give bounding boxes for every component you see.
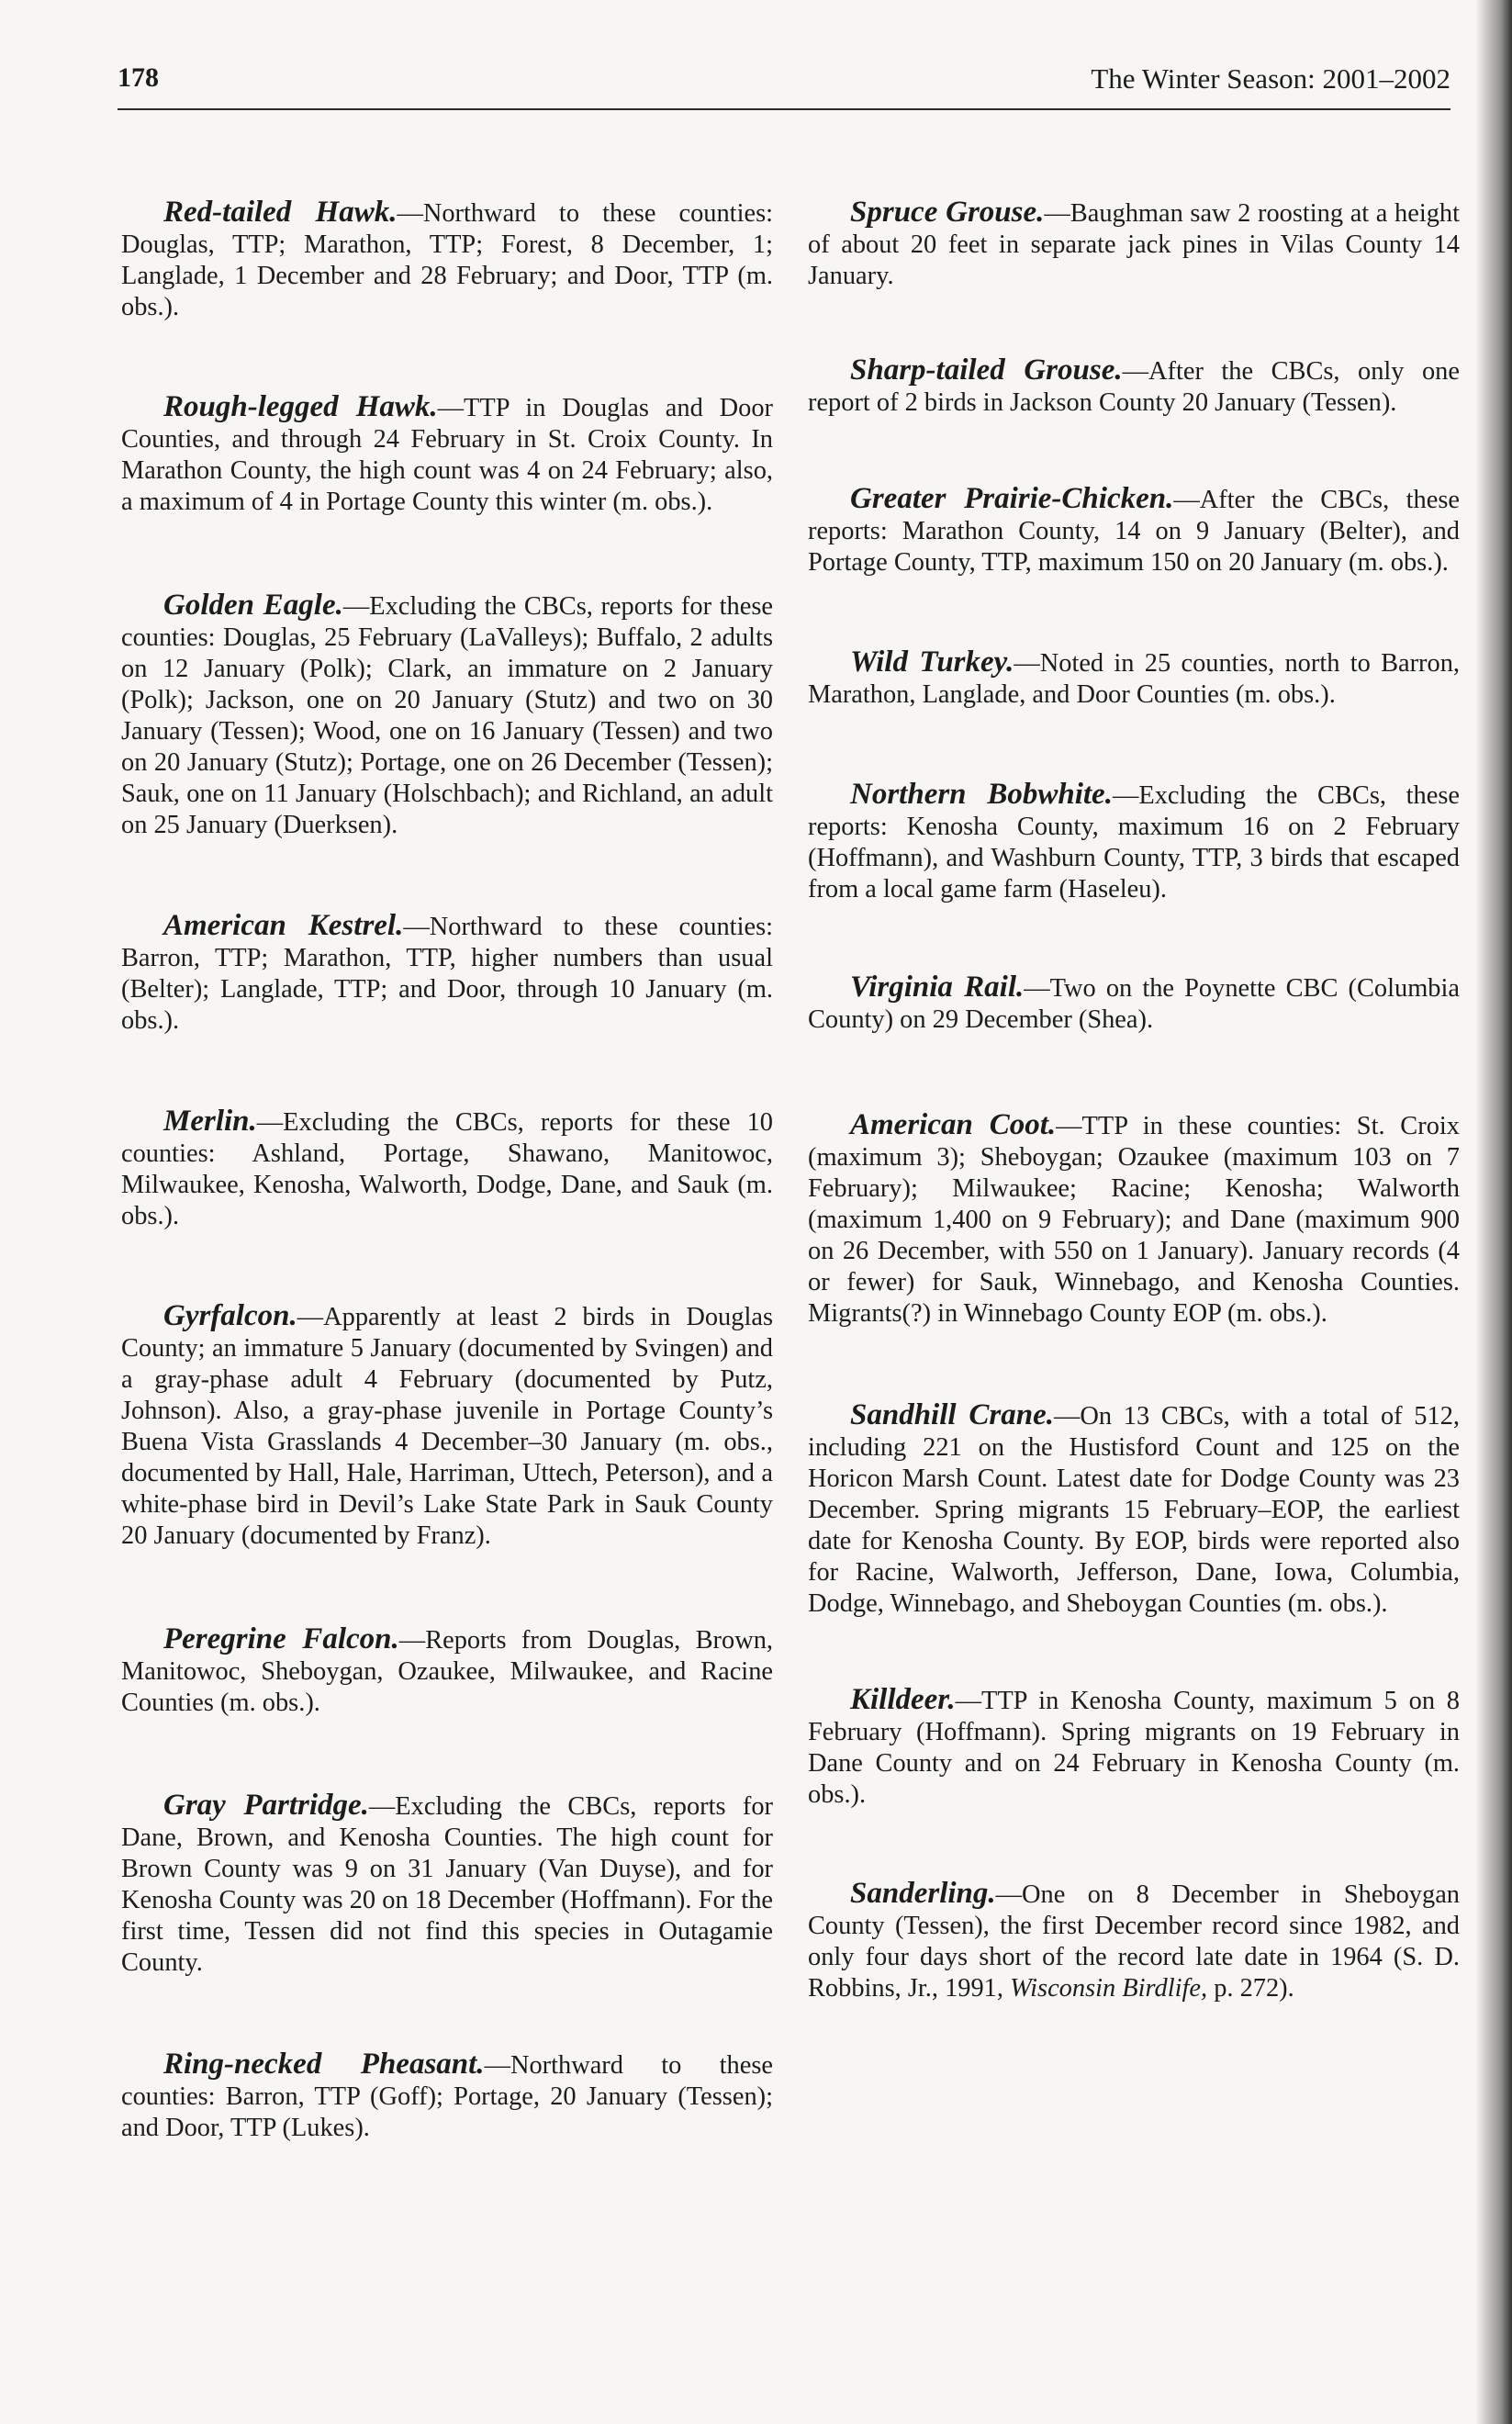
species-name: Red-tailed Hawk. <box>163 196 398 229</box>
species-text: —Northward to these counties: Barron, TTP; Marathon, TTP, higher numbers than usual (Belter); Langlade, TTP; and Door, through 10 January (m. obs.). <box>121 913 774 1035</box>
species-name: Sharp-tailed Grouse. <box>850 354 1123 387</box>
right-column <box>808 196 1460 2004</box>
species-name: Golden Eagle. <box>163 589 343 622</box>
species-name: Northern Bobwhite. <box>850 778 1113 811</box>
species-name: Virginia Rail. <box>850 971 1025 1004</box>
species-entry <box>121 589 773 841</box>
species-name: Rough-legged Hawk. <box>163 390 438 423</box>
species-name: Killdeer. <box>850 1683 956 1716</box>
species-name: Ring-necked Pheasant. <box>163 2048 485 2081</box>
species-text: —TTP in Douglas and Door Counties, and through 24 February in St. Croix County. In Marathon County, the high count was 4 on 24 February; also, a maximum of 4 in Portage County this winter (m. obs.). <box>121 394 774 516</box>
species-text: —Northward to these counties: Douglas, TTP; Marathon, TTP; Forest, 8 December, 1; Langlade, 1 December and 28 February; and Door, TTP (m. obs.). <box>121 199 774 321</box>
running-title: The Winter Season: 2001–2002 <box>1091 62 1450 95</box>
species-entry <box>808 196 1460 292</box>
species-name: Wild Turkey. <box>850 645 1014 679</box>
species-entry <box>808 354 1460 419</box>
species-text: —On 13 CBCs, with a total of 512, including 221 on the Hustisford Count and 125 on the Horicon Marsh Count. Latest date for Dodge County was 23 December. Spring migrants 15 February–EOP, the earliest date for Kenosha County. By EOP, birds were reported also for Racine, Walworth, Jefferson, Dane, Iowa, Columbia, Dodge, Winnebago, and Sheboygan Counties (m. obs.). <box>808 1402 1460 1618</box>
species-entry <box>121 2048 773 2144</box>
species-entry <box>808 646 1460 711</box>
species-entry <box>808 1109 1460 1330</box>
species-text: —Baughman saw 2 roosting at a height of about 20 feet in separate jack pines in Vilas County 14 January. <box>808 199 1460 290</box>
species-name: Greater Prairie-Chicken. <box>850 482 1174 515</box>
running-header <box>118 61 1450 110</box>
species-entry <box>808 779 1460 905</box>
species-text: —After the CBCs, these reports: Marathon County, 14 on 9 January (Belter), and Portage County, TTP, maximum 150 on 20 January (m. obs.). <box>808 486 1460 577</box>
species-text: —After the CBCs, only one report of 2 birds in Jackson County 20 January (Tessen). <box>808 357 1460 417</box>
species-text: —One on 8 December in Sheboygan County (Tessen), the first December record since 1982, and only four days short of the record late date in 1964 (S. D. Robbins, Jr., 1991, <box>808 1880 1460 2003</box>
species-text: —Apparently at least 2 birds in Douglas County; an immature 5 January (documented by Svingen) and a gray-phase adult 4 February (documented by Putz, Johnson). Also, a gray-phase juvenile in Portage County’s Buena Vista Grasslands 4 December–30 January (m. obs., documented by Hall, Hale, Harriman, Uttech, Peterson), and a white-phase bird in Devil’s Lake State Park in Sauk County 20 January (documented by Franz). <box>121 1303 773 1550</box>
species-text: —Excluding the CBCs, reports for Dane, Brown, and Kenosha Counties. The high count for Brown County was 9 on 31 January (Van Duyse), and for Kenosha County was 20 on 18 December (Hoffmann). For the first time, Tessen did not find this species in Outagamie County. <box>121 1792 773 1977</box>
species-text: —TTP in Kenosha County, maximum 5 on 8 February (Hoffmann). Spring migrants on 19 February in Dane County and on 24 February in Kenosha County (m. obs.). <box>808 1687 1460 1809</box>
species-name: Gray Partridge. <box>163 1789 369 1822</box>
species-text: —Reports from Douglas, Brown, Manitowoc, Sheboygan, Ozaukee, Milwaukee, and Racine Counties (m. obs.). <box>121 1626 774 1717</box>
citation-title: Wisconsin Birdlife, <box>1010 1974 1208 2003</box>
page-number: 178 <box>118 62 159 93</box>
species-text: —TTP in these counties: St. Croix (maximum 3); Sheboygan; Ozaukee (maximum 103 on 7 February); Milwaukee; Racine; Kenosha; Walworth (maximum 1,400 on 9 February); and Dane (maximum 900 on 26 December, with 550 on 1 January). January records (4 or fewer) for Sauk, Winnebago, and Kenosha Counties. Migrants(?) in Winnebago County EOP (m. obs.). <box>808 1112 1460 1328</box>
species-entry <box>121 1623 773 1719</box>
species-name: Spruce Grouse. <box>850 196 1045 229</box>
species-name: American Kestrel. <box>163 909 404 942</box>
species-text: —Northward to these counties: Barron, TTP (Goff); Portage, 20 January (Tessen); and Door, TTP (Lukes). <box>121 2051 773 2142</box>
species-text: —Excluding the CBCs, reports for these counties: Douglas, 25 February (LaValleys); Buffalo, 2 adults on 12 January (Polk); Clark, an immature on 2 January (Polk); Jackson, one on 20 January (Stutz) and two on 30 January (Tessen); Wood, one on 16 January (Tessen) and two on 20 January (Stutz); Portage, one on 26 December (Tessen); Sauk, one on 11 January (Holschbach); and Richland, an adult on 25 January (Duerksen). <box>121 592 773 839</box>
species-name: Sandhill Crane. <box>850 1398 1054 1431</box>
species-name: Sanderling. <box>850 1877 996 1910</box>
species-entry <box>121 910 773 1037</box>
left-column <box>121 196 773 2144</box>
page-edge-shadow <box>1475 0 1512 2424</box>
species-name: Peregrine Falcon. <box>163 1622 399 1655</box>
species-entry <box>121 1300 773 1552</box>
species-entry <box>121 391 773 518</box>
species-text: —Noted in 25 counties, north to Barron, Marathon, Langlade, and Door Counties (m. obs.). <box>808 649 1460 709</box>
species-text: —Excluding the CBCs, these reports: Kenosha County, maximum 16 on 2 February (Hoffmann), and Washburn County, TTP, 3 birds that escaped from a local game farm (Haseleu). <box>808 781 1460 903</box>
species-entry <box>808 483 1460 578</box>
species-entry <box>808 1684 1460 1811</box>
species-entry <box>121 1790 773 1979</box>
species-entry <box>121 1105 773 1232</box>
species-entry <box>808 1399 1460 1620</box>
species-text: —Two on the Poynette CBC (Columbia County) on 29 December (Shea). <box>808 974 1460 1034</box>
species-name: Gyrfalcon. <box>163 1299 297 1332</box>
species-text: —Excluding the CBCs, reports for these 10 counties: Ashland, Portage, Shawano, Manitowoc, Milwaukee, Kenosha, Walworth, Dodge, Dane, and Sauk (m. obs.). <box>121 1108 773 1230</box>
species-entry <box>808 971 1460 1036</box>
species-text-end: p. 272). <box>1207 1974 1294 2003</box>
species-entry <box>121 196 773 323</box>
species-name: Merlin. <box>163 1105 257 1138</box>
species-name: American Coot. <box>850 1108 1057 1141</box>
species-entry <box>808 1878 1460 2004</box>
